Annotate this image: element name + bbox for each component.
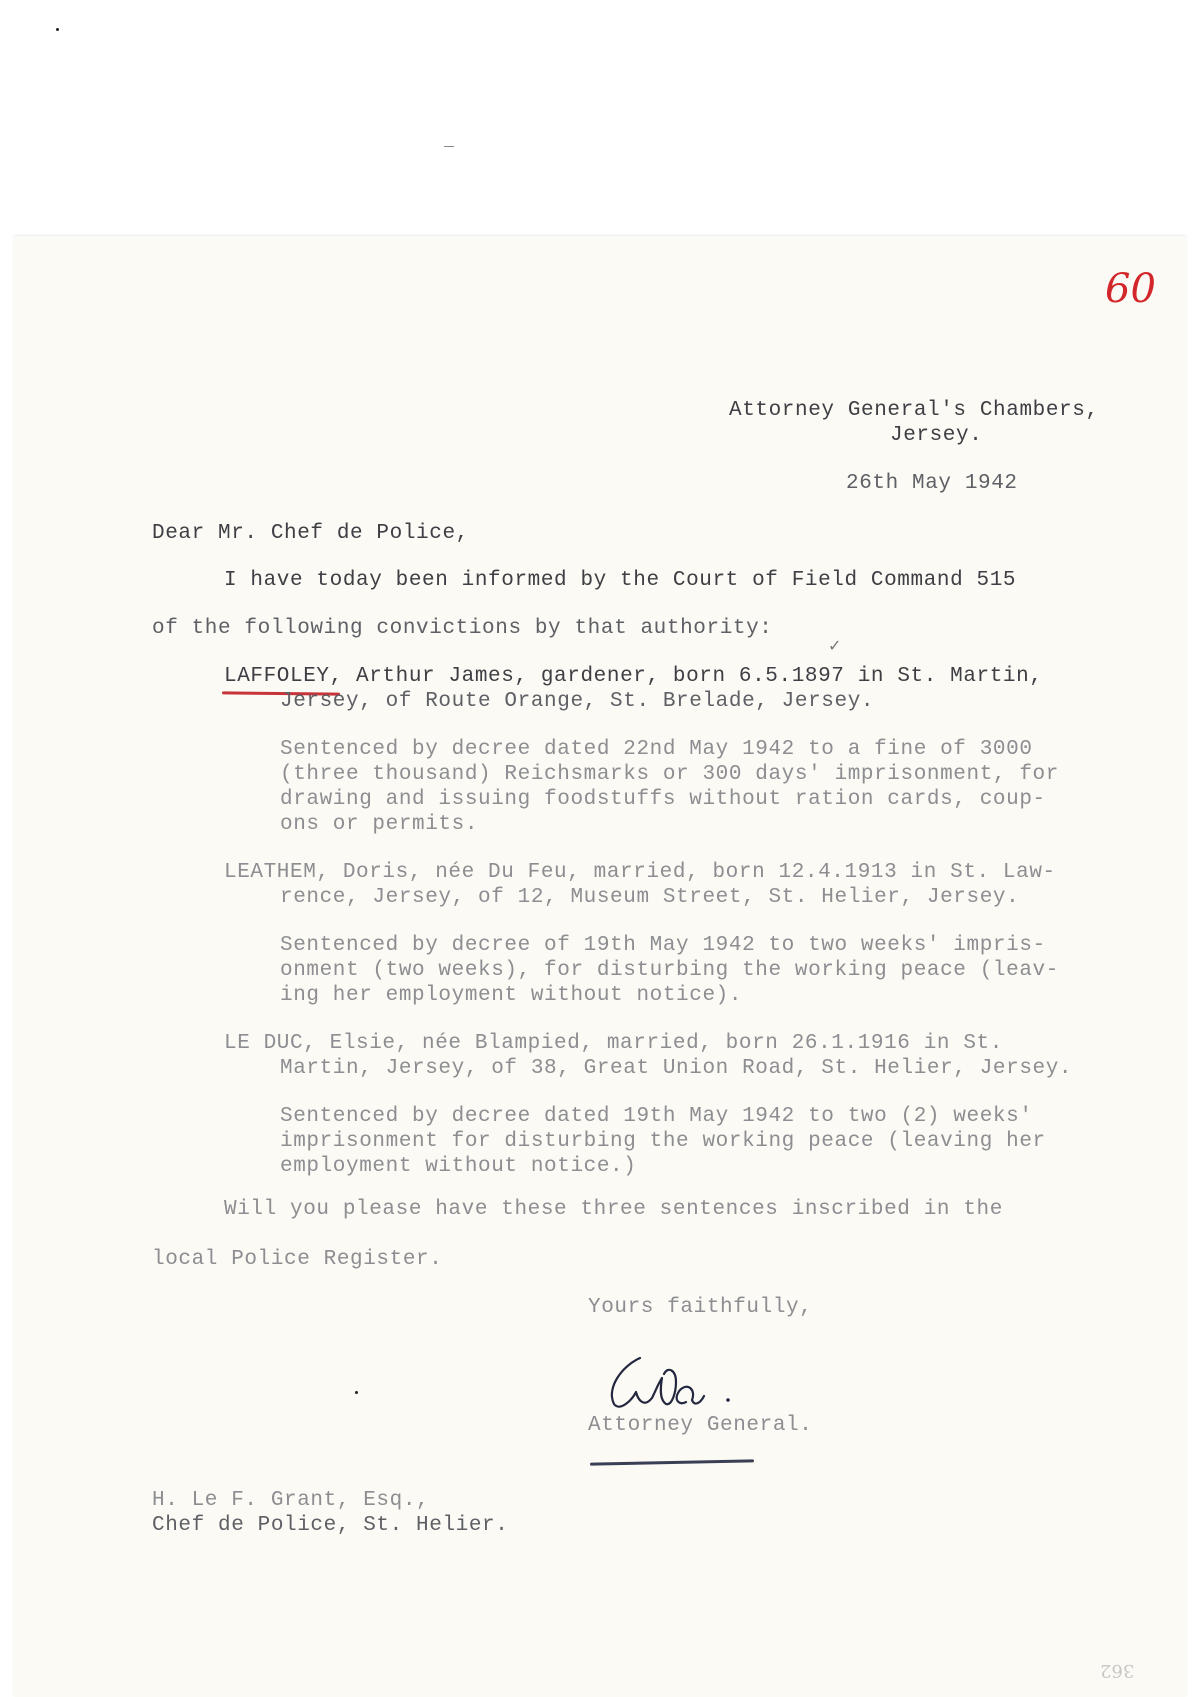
request-line1: Will you please have these three sentences inscribed in the: [224, 1198, 1003, 1221]
conviction-3-sentence-line2: imprisonment for disturbing the working peace (leaving her: [280, 1130, 1046, 1153]
conviction-2-particulars-line1: LEATHEM, Doris, née Du Feu, married, born 12.4.1913 in St. Law-: [224, 861, 1056, 884]
salutation: Dear Mr. Chef de Police,: [152, 522, 469, 545]
conviction-3-particulars-line2: Martin, Jersey, of 38, Great Union Road, St. Helier, Jersey.: [280, 1057, 1073, 1080]
request-line2: local Police Register.: [152, 1248, 443, 1271]
reverse-page-stamp: 362: [1100, 1660, 1135, 1681]
conviction-1-particulars-line2: Jersey, of Route Orange, St. Brelade, Jersey.: [280, 690, 875, 713]
conviction-2-particulars-line2: rence, Jersey, of 12, Museum Street, St. Helier, Jersey.: [280, 886, 1020, 909]
conviction-2-sentence-line1: Sentenced by decree of 19th May 1942 to two weeks' impris-: [280, 934, 1046, 957]
ink-speck: [56, 28, 59, 31]
addressee-line2: Chef de Police, St. Helier.: [152, 1514, 509, 1537]
conviction-1-sentence-line2: (three thousand) Reichsmarks or 300 days' imprisonment, for: [280, 763, 1059, 786]
sender-address-line1: Attorney General's Chambers,: [729, 399, 1099, 422]
conviction-2-sentence-line3: ing her employment without notice).: [280, 984, 743, 1007]
conviction-3-particulars-line1: LE DUC, Elsie, née Blampied, married, born 26.1.1916 in St.: [224, 1032, 1003, 1055]
conviction-3-sentence-line3: employment without notice.): [280, 1155, 637, 1178]
intro-line2: of the following convictions by that authority:: [152, 617, 773, 640]
signatory-title: Attorney General.: [588, 1414, 813, 1437]
ink-speck: [355, 1391, 358, 1394]
sender-address-line2: Jersey.: [890, 424, 983, 447]
folio-number: 60: [1105, 266, 1156, 312]
tick-mark-icon: ✓: [828, 636, 842, 655]
intro-line1: I have today been informed by the Court of Field Command 515: [224, 569, 1017, 592]
paper-mark: [444, 146, 454, 147]
closing: Yours faithfully,: [588, 1296, 813, 1319]
conviction-3-sentence-line1: Sentenced by decree dated 19th May 1942 to two (2) weeks': [280, 1105, 1033, 1128]
handwritten-signature: [600, 1348, 750, 1418]
conviction-1-sentence-line4: ons or permits.: [280, 813, 479, 836]
conviction-1-sentence-line1: Sentenced by decree dated 22nd May 1942 to a fine of 3000: [280, 738, 1033, 761]
conviction-1-surname: LAFFOLEY: [224, 665, 330, 688]
conviction-1-particulars-rest: , Arthur James, gardener, born 6.5.1897 in St. Martin,: [329, 665, 1043, 688]
conviction-1-particulars-line1: [224, 664, 1043, 689]
letter-date: 26th May 1942: [846, 472, 1018, 495]
conviction-1-sentence-line3: drawing and issuing foodstuffs without ration cards, coup-: [280, 788, 1046, 811]
addressee-line1: H. Le F. Grant, Esq.,: [152, 1489, 430, 1512]
conviction-2-sentence-line2: onment (two weeks), for disturbing the working peace (leav-: [280, 959, 1059, 982]
